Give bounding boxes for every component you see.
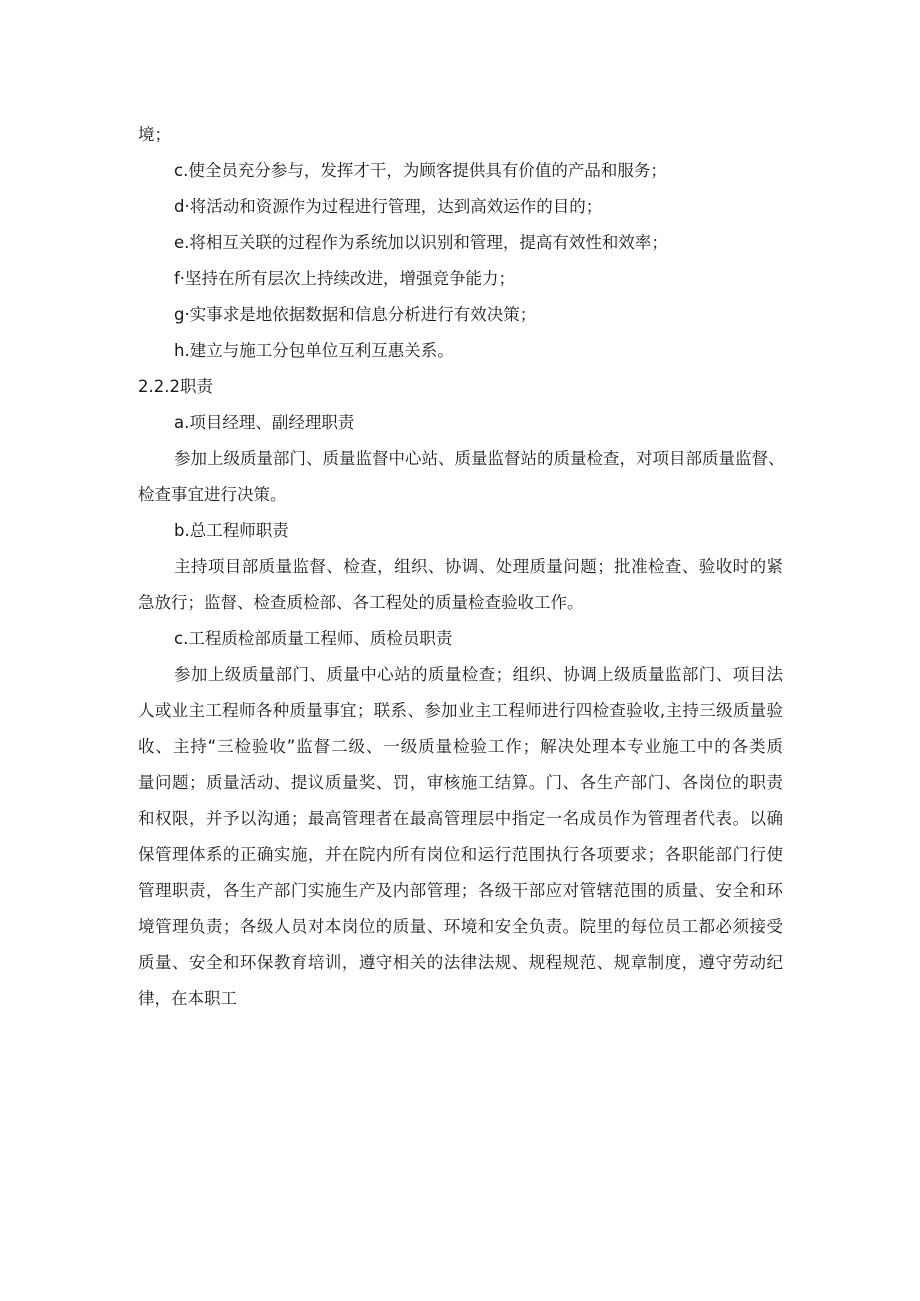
paragraph-line: 参加上级质量部门、质量中心站的质量检查；组织、协调上级质量监部门、项目法 xyxy=(174,665,783,684)
list-item-h: h.建立与施工分包单位互利互惠关系。 xyxy=(174,341,454,360)
paragraph-line: 收、主持“三检验收”监督二级、一级质量检验工作；解决处理本专业施工中的各类质 xyxy=(138,737,783,756)
list-item-g: g·实事求是地依据数据和信息分析进行有效决策； xyxy=(174,305,537,324)
list-item-e: e.将相互关联的过程作为系统加以识别和管理，提高有效性和效率； xyxy=(174,233,668,252)
paragraph-line: 人或业主工程师各种质量事宜；联系、参加业主工程师进行四检查验收,主持三级质量验 xyxy=(138,701,783,720)
paragraph-line: 质量、安全和环保教育培训，遵守相关的法律法规、规程规范、规章制度，遵守劳动纪 xyxy=(138,953,783,972)
text-line: 境； xyxy=(138,125,171,144)
list-item-d: d·将活动和资源作为过程进行管理，达到高效运作的目的； xyxy=(174,197,603,216)
subheading-b: b.总工程师职责 xyxy=(174,521,289,540)
paragraph-line: 检查事宜进行决策。 xyxy=(138,485,287,504)
paragraph-line: 境管理负责；各级人员对本岗位的质量、环境和安全负责。院里的每位员工都必须接受 xyxy=(138,917,783,936)
paragraph-line: 主持项目部质量监督、检查，组织、协调、处理质量问题；批准检查、验收时的紧 xyxy=(174,557,783,576)
paragraph-line: 急放行；监督、检查质检部、各工程处的质量检查验收工作。 xyxy=(138,593,584,612)
paragraph-line: 参加上级质量部门、质量监督中心站、质量监督站的质量检查，对项目部质量监督、 xyxy=(174,449,785,468)
paragraph-line: 和权限，并予以沟通；最高管理者在最高管理层中指定一名成员作为管理者代表。以确 xyxy=(138,809,783,828)
subheading-a: a.项目经理、副经理职责 xyxy=(174,413,355,432)
section-heading: 2.2.2职责 xyxy=(138,377,213,396)
list-item-f: f·坚持在所有层次上持续改进，增强竞争能力； xyxy=(174,269,516,288)
paragraph-line: 律，在本职工 xyxy=(138,989,237,1008)
list-item-c: c.使全员充分参与，发挥才干，为顾客提供具有价值的产品和服务； xyxy=(174,161,667,180)
paragraph-line: 管理职责，各生产部门实施生产及内部管理；各级干部应对管辖范围的质量、安全和环 xyxy=(138,881,783,900)
subheading-c: c.工程质检部质量工程师、质检员职责 xyxy=(174,629,453,648)
paragraph-line: 保管理体系的正确实施，并在院内所有岗位和运行范围执行各项要求；各职能部门行使 xyxy=(138,845,783,864)
paragraph-line: 量问题；质量活动、提议质量奖、罚，审核施工结算。门、各生产部门、各岗位的职责 xyxy=(138,773,783,792)
